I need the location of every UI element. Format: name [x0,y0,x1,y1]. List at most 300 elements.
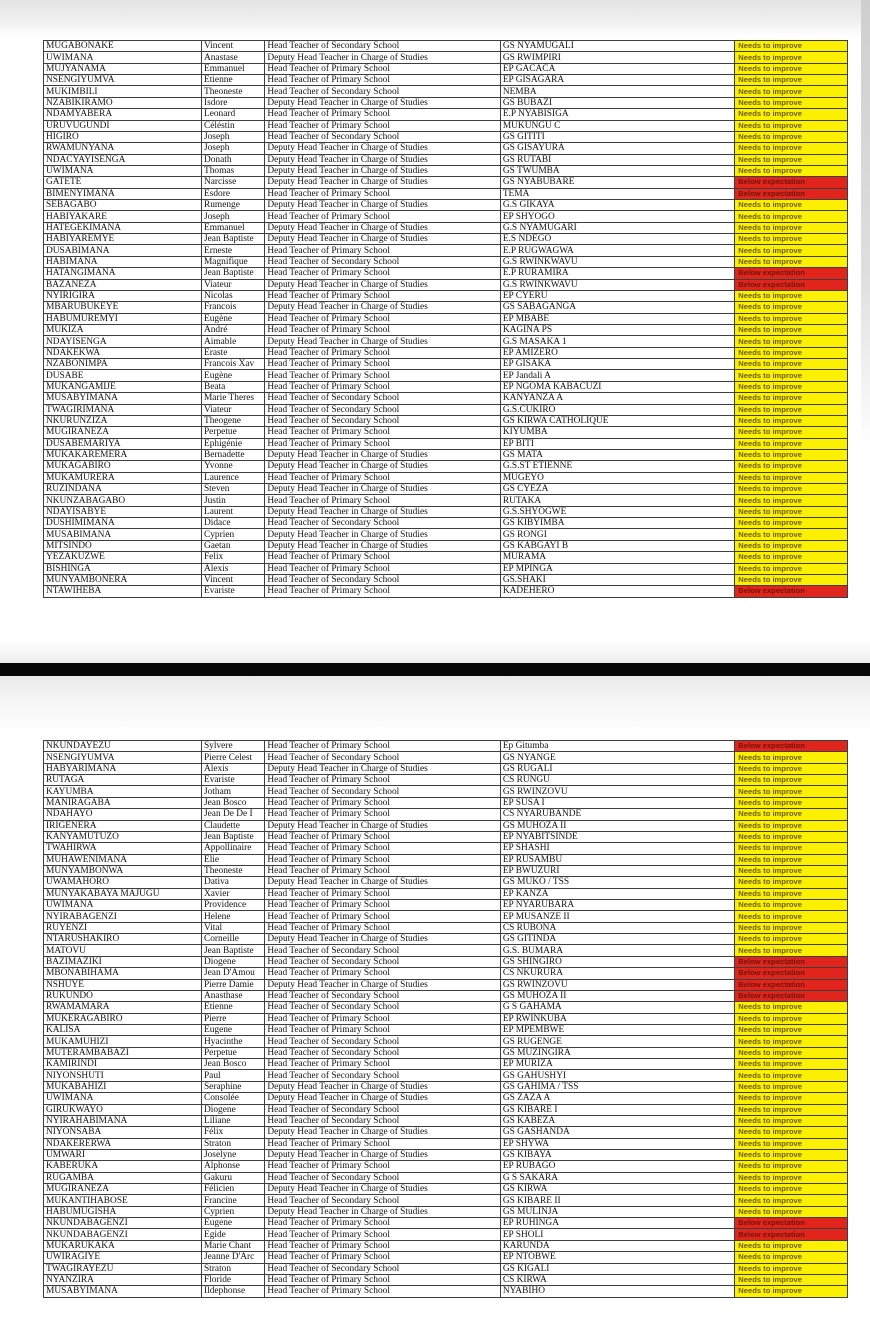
firstname-cell: Félicien [201,1184,264,1195]
title-cell: Head Teacher of Secondary School [265,1104,500,1115]
firstname-cell: Laurence [201,472,264,483]
school-cell: G.S RWINKWAVU [500,256,734,267]
status-badge: Needs to improve [735,109,848,120]
surname-cell: NTARUSHAKIRO [44,934,202,945]
title-cell: Head Teacher of Primary School [265,922,500,933]
title-cell: Head Teacher of Primary School [265,245,500,256]
title-cell: Deputy Head Teacher in Charge of Studies [265,52,500,63]
title-cell: Head Teacher of Secondary School [265,752,500,763]
table-row [44,347,848,358]
status-badge: Needs to improve [735,1002,848,1013]
surname-cell: NYIRAHABIMANA [44,1115,202,1126]
school-cell: GS SABAGANGA [500,302,734,313]
surname-cell: TWAHIRWA [44,843,202,854]
table-row [44,427,848,438]
school-cell: G.S.ST ETIENNE [500,461,734,472]
surname-cell: NKUNZABAGABO [44,495,202,506]
school-cell: GS RONGI [500,529,734,540]
table-row [44,563,848,574]
status-badge: Needs to improve [735,865,848,876]
table-row [44,324,848,335]
staff-performance-table-page1 [43,40,848,598]
status-badge: Needs to improve [735,381,848,392]
page-top-shading [0,0,870,37]
title-cell: Head Teacher of Secondary School [265,131,500,142]
table-row [44,809,848,820]
firstname-cell: Magnifique [201,256,264,267]
firstname-cell: Didace [201,518,264,529]
table-row [44,574,848,585]
status-badge: Needs to improve [735,222,848,233]
firstname-cell: Etienne [201,1002,264,1013]
title-cell: Head Teacher of Primary School [265,1286,500,1297]
surname-cell: NIYONSHUTI [44,1070,202,1081]
title-cell: Head Teacher of Primary School [265,63,500,74]
status-badge: Below expectation [735,956,848,967]
table-row [44,495,848,506]
firstname-cell: Isdore [201,97,264,108]
firstname-cell: Esdore [201,188,264,199]
table-row [44,552,848,563]
surname-cell: TWAGIRIMANA [44,404,202,415]
title-cell: Head Teacher of Secondary School [265,41,500,52]
title-cell: Deputy Head Teacher in Charge of Studies [265,1149,500,1160]
table-row [44,313,848,324]
table-row [44,1138,848,1149]
school-cell: EP MURIZA [500,1059,734,1070]
table-row [44,1013,848,1024]
title-cell: Head Teacher of Primary School [265,741,500,752]
surname-cell: NSHUYE [44,979,202,990]
title-cell: Deputy Head Teacher in Charge of Studies [265,934,500,945]
table-row [44,1115,848,1126]
school-cell: G.S GIKAYA [500,200,734,211]
title-cell: Head Teacher of Primary School [265,1274,500,1285]
table-row [44,518,848,529]
table-row [44,820,848,831]
surname-cell: MUNYAKABAYA MAJUGU [44,888,202,899]
title-cell: Head Teacher of Primary School [265,268,500,279]
school-cell: E.P RURAMIRA [500,268,734,279]
status-badge: Needs to improve [735,143,848,154]
firstname-cell: Thomas [201,165,264,176]
school-cell: TEMA [500,188,734,199]
status-badge: Needs to improve [735,1206,848,1217]
table-row [44,41,848,52]
firstname-cell: Eugène [201,313,264,324]
title-cell: Head Teacher of Secondary School [265,1002,500,1013]
title-cell: Head Teacher of Secondary School [265,1115,500,1126]
status-badge: Needs to improve [735,752,848,763]
firstname-cell: Pierre Celest [201,752,264,763]
status-badge: Needs to improve [735,820,848,831]
school-cell: EP AMIZERO [500,347,734,358]
title-cell: Head Teacher of Primary School [265,552,500,563]
status-badge: Needs to improve [735,1081,848,1092]
surname-cell: HABYARIMANA [44,763,202,774]
table-row [44,854,848,865]
firstname-cell: Alexis [201,563,264,574]
surname-cell: NDAKEKWA [44,347,202,358]
surname-cell: MBONABIHAMA [44,968,202,979]
surname-cell: HABIYAKARE [44,211,202,222]
status-badge: Needs to improve [735,1184,848,1195]
surname-cell: HATEGEKIMANA [44,222,202,233]
table-row [44,865,848,876]
title-cell: Deputy Head Teacher in Charge of Studies [265,1184,500,1195]
school-cell: G.S. BUMARA [500,945,734,956]
surname-cell: HABUMUREMYI [44,313,202,324]
surname-cell: BAZIMAZIKI [44,956,202,967]
school-cell: EP BWUZURI [500,865,734,876]
title-cell: Deputy Head Teacher in Charge of Studies [265,877,500,888]
status-badge: Needs to improve [735,1286,848,1297]
school-cell: GS GISAYURA [500,143,734,154]
table-row [44,52,848,63]
surname-cell: HATANGIMANA [44,268,202,279]
surname-cell: HABIMANA [44,256,202,267]
school-cell: GS KIBAYA [500,1149,734,1160]
surname-cell: MUKARUKAKA [44,1240,202,1251]
firstname-cell: Evariste [201,775,264,786]
firstname-cell: Félix [201,1127,264,1138]
status-badge: Needs to improve [735,97,848,108]
status-badge: Needs to improve [735,484,848,495]
table-row [44,359,848,370]
status-badge: Needs to improve [735,449,848,460]
surname-cell: UWIRAGIYE [44,1252,202,1263]
firstname-cell: Jean Bosco [201,1059,264,1070]
table-row [44,200,848,211]
school-cell: GS SHINGIRO [500,956,734,967]
firstname-cell: Ildephonse [201,1286,264,1297]
firstname-cell: Straton [201,1138,264,1149]
school-cell: G S SAKARA [500,1172,734,1183]
firstname-cell: Perpetue [201,427,264,438]
school-cell: EP CYERU [500,290,734,301]
table-row [44,268,848,279]
school-cell: KADEHERO [500,586,734,597]
school-cell: G.S.CUKIRO [500,404,734,415]
firstname-cell: Steven [201,484,264,495]
status-badge: Needs to improve [735,41,848,52]
firstname-cell: Eraste [201,347,264,358]
surname-cell: MUTERAMBABAZI [44,1047,202,1058]
table-row [44,506,848,517]
status-badge: Needs to improve [735,472,848,483]
title-cell: Head Teacher of Primary School [265,1161,500,1172]
title-cell: Head Teacher of Secondary School [265,574,500,585]
school-cell: GS RWIMPIRI [500,52,734,63]
table-row [44,1218,848,1229]
title-cell: Deputy Head Teacher in Charge of Studies [265,279,500,290]
school-cell: EP NTOBWE [500,1252,734,1263]
status-badge: Needs to improve [735,404,848,415]
table-row [44,911,848,922]
school-cell: GS RUTABI [500,154,734,165]
surname-cell: MUGIRANEZA [44,427,202,438]
status-badge: Needs to improve [735,1047,848,1058]
title-cell: Deputy Head Teacher in Charge of Studies [265,484,500,495]
status-badge: Needs to improve [735,888,848,899]
status-badge: Below expectation [735,979,848,990]
table-row [44,1229,848,1240]
status-badge: Needs to improve [735,495,848,506]
status-badge: Needs to improve [735,393,848,404]
surname-cell: KALISA [44,1024,202,1035]
table-body-page1 [44,41,848,598]
school-cell: GS RWINZOVU [500,979,734,990]
table-row [44,1263,848,1274]
firstname-cell: Cyprien [201,529,264,540]
surname-cell: BAZANEZA [44,279,202,290]
table-row [44,1149,848,1160]
title-cell: Head Teacher of Primary School [265,427,500,438]
status-badge: Needs to improve [735,200,848,211]
firstname-cell: Jean D'Amou [201,968,264,979]
table-row [44,1036,848,1047]
school-cell: GS MUHOZA II [500,990,734,1001]
status-badge: Needs to improve [735,313,848,324]
school-cell: GS GITITI [500,131,734,142]
title-cell: Head Teacher of Secondary School [265,786,500,797]
title-cell: Head Teacher of Primary School [265,1240,500,1251]
firstname-cell: André [201,324,264,335]
school-cell: GS MATA [500,449,734,460]
surname-cell: GATETE [44,177,202,188]
surname-cell: RUGAMBA [44,1172,202,1183]
table-row [44,393,848,404]
firstname-cell: Leonard [201,109,264,120]
firstname-cell: Eugene [201,1218,264,1229]
firstname-cell: Emmanuel [201,222,264,233]
surname-cell: RWAMUNYANA [44,143,202,154]
title-cell: Head Teacher of Secondary School [265,1195,500,1206]
status-badge: Needs to improve [735,1059,848,1070]
title-cell: Deputy Head Teacher in Charge of Studies [265,336,500,347]
table-row [44,1024,848,1035]
status-badge: Needs to improve [735,302,848,313]
title-cell: Head Teacher of Secondary School [265,518,500,529]
firstname-cell: Viateur [201,279,264,290]
school-cell: RUTAKA [500,495,734,506]
school-cell: EP KANZA [500,888,734,899]
title-cell: Head Teacher of Primary School [265,809,500,820]
school-cell: KANYANZA A [500,393,734,404]
firstname-cell: Alphonse [201,1161,264,1172]
surname-cell: MUKAMUHIZI [44,1036,202,1047]
firstname-cell: Jotham [201,786,264,797]
title-cell: Head Teacher of Primary School [265,831,500,842]
title-cell: Head Teacher of Primary School [265,1229,500,1240]
school-cell: CS NYARUBANDE [500,809,734,820]
school-cell: GS KIRWA CATHOLIQUE [500,415,734,426]
school-cell: EP SHYWA [500,1138,734,1149]
surname-cell: DUSHIMIMANA [44,518,202,529]
status-badge: Needs to improve [735,256,848,267]
firstname-cell: Yvonne [201,461,264,472]
table-row [44,165,848,176]
title-cell: Head Teacher of Secondary School [265,256,500,267]
surname-cell: HABUMUGISHA [44,1206,202,1217]
status-badge: Below expectation [735,188,848,199]
table-row [44,763,848,774]
table-row [44,1093,848,1104]
surname-cell: MUJYANAMA [44,63,202,74]
status-badge: Needs to improve [735,415,848,426]
table-row [44,449,848,460]
surname-cell: MUKANGAMIJE [44,381,202,392]
school-cell: EP MPINGA [500,563,734,574]
title-cell: Head Teacher of Secondary School [265,393,500,404]
school-cell: EP MBABE [500,313,734,324]
surname-cell: UWAMAHORO [44,877,202,888]
table-row [44,143,848,154]
surname-cell: IRIGENERA [44,820,202,831]
surname-cell: NDAHAYO [44,809,202,820]
table-row [44,120,848,131]
firstname-cell: Claudette [201,820,264,831]
table-row [44,979,848,990]
surname-cell: YEZAKUZWE [44,552,202,563]
title-cell: Head Teacher of Primary School [265,865,500,876]
firstname-cell: Vincent [201,574,264,585]
status-badge: Needs to improve [735,574,848,585]
table-row [44,86,848,97]
firstname-cell: Francois [201,302,264,313]
title-cell: Deputy Head Teacher in Charge of Studies [265,1206,500,1217]
firstname-cell: Sylvere [201,741,264,752]
school-cell: E.P NYABISIGA [500,109,734,120]
surname-cell: UMWARI [44,1149,202,1160]
surname-cell: NSENGIYUMVA [44,75,202,86]
title-cell: Deputy Head Teacher in Charge of Studies [265,234,500,245]
firstname-cell: Egide [201,1229,264,1240]
school-cell: GS RUGENGE [500,1036,734,1047]
school-cell: G.S MASAKA 1 [500,336,734,347]
firstname-cell: Joseph [201,131,264,142]
surname-cell: NDAYISABYE [44,506,202,517]
status-badge: Needs to improve [735,1093,848,1104]
firstname-cell: Alexis [201,763,264,774]
firstname-cell: Evariste [201,586,264,597]
title-cell: Deputy Head Teacher in Charge of Studies [265,177,500,188]
table-row [44,1274,848,1285]
table-row [44,1104,848,1115]
status-badge: Needs to improve [735,854,848,865]
surname-cell: KAMIRINDI [44,1059,202,1070]
status-badge: Needs to improve [735,347,848,358]
firstname-cell: Eugène [201,370,264,381]
surname-cell: GIRUKWAYO [44,1104,202,1115]
surname-cell: SEBAGABO [44,200,202,211]
school-cell: GS KIRWA [500,1184,734,1195]
status-badge: Needs to improve [735,1127,848,1138]
school-cell: EP SHYOGO [500,211,734,222]
firstname-cell: Appollinaire [201,843,264,854]
status-badge: Needs to improve [735,234,848,245]
status-badge: Needs to improve [735,529,848,540]
surname-cell: KABERUKA [44,1161,202,1172]
table-row [44,1172,848,1183]
title-cell: Head Teacher of Primary School [265,888,500,899]
surname-cell: MUSABYIMANA [44,393,202,404]
firstname-cell: Elie [201,854,264,865]
surname-cell: MUKAGABIRO [44,461,202,472]
firstname-cell: Jeanne D'Arc [201,1252,264,1263]
table-row [44,1070,848,1081]
title-cell: Head Teacher of Primary School [265,472,500,483]
school-cell: EP GACACA [500,63,734,74]
title-cell: Head Teacher of Primary School [265,290,500,301]
school-cell: G.S.SHYOGWE [500,506,734,517]
firstname-cell: Cyprien [201,1206,264,1217]
surname-cell: NYIRABAGENZI [44,911,202,922]
title-cell: Head Teacher of Primary School [265,1013,500,1024]
status-badge: Needs to improve [735,245,848,256]
firstname-cell: Céléstin [201,120,264,131]
surname-cell: TWAGIRAYEZU [44,1263,202,1274]
status-badge: Needs to improve [735,518,848,529]
status-badge: Needs to improve [735,1104,848,1115]
table-row [44,922,848,933]
surname-cell: NKUNDABAGENZI [44,1229,202,1240]
firstname-cell: Marie Theres [201,393,264,404]
table-row [44,370,848,381]
surname-cell: MUNYAMBONWA [44,865,202,876]
title-cell: Deputy Head Teacher in Charge of Studies [265,1081,500,1092]
surname-cell: MUKANTIHABOSE [44,1195,202,1206]
title-cell: Deputy Head Teacher in Charge of Studies [265,97,500,108]
status-badge: Needs to improve [735,877,848,888]
school-cell: GS MUZINGIRA [500,1047,734,1058]
surname-cell: UWIMANA [44,1093,202,1104]
status-badge: Needs to improve [735,336,848,347]
status-badge: Needs to improve [735,934,848,945]
school-cell: GS KABEZA [500,1115,734,1126]
table-row [44,888,848,899]
firstname-cell: Corneille [201,934,264,945]
firstname-cell: Seraphine [201,1081,264,1092]
surname-cell: MBARUBUKEYE [44,302,202,313]
table-row [44,1206,848,1217]
table-row [44,586,848,597]
table-row [44,1195,848,1206]
table-row [44,188,848,199]
table-row [44,484,848,495]
firstname-cell: Jean De De I [201,809,264,820]
table-row [44,968,848,979]
firstname-cell: Nicolas [201,290,264,301]
surname-cell: MUKAKAREMERA [44,449,202,460]
page2-top-shading [0,676,870,734]
table-row [44,256,848,267]
school-cell: GS GAHIMA / TSS [500,1081,734,1092]
status-badge: Needs to improve [735,52,848,63]
title-cell: Head Teacher of Primary School [265,1138,500,1149]
status-badge: Needs to improve [735,786,848,797]
status-badge: Needs to improve [735,438,848,449]
status-badge: Needs to improve [735,359,848,370]
page-edge-shadow [861,0,870,450]
school-cell: CS NKURURA [500,968,734,979]
title-cell: Head Teacher of Primary School [265,438,500,449]
status-badge: Needs to improve [735,831,848,842]
title-cell: Head Teacher of Primary School [265,188,500,199]
title-cell: Deputy Head Teacher in Charge of Studies [265,143,500,154]
status-badge: Needs to improve [735,324,848,335]
table-row [44,956,848,967]
